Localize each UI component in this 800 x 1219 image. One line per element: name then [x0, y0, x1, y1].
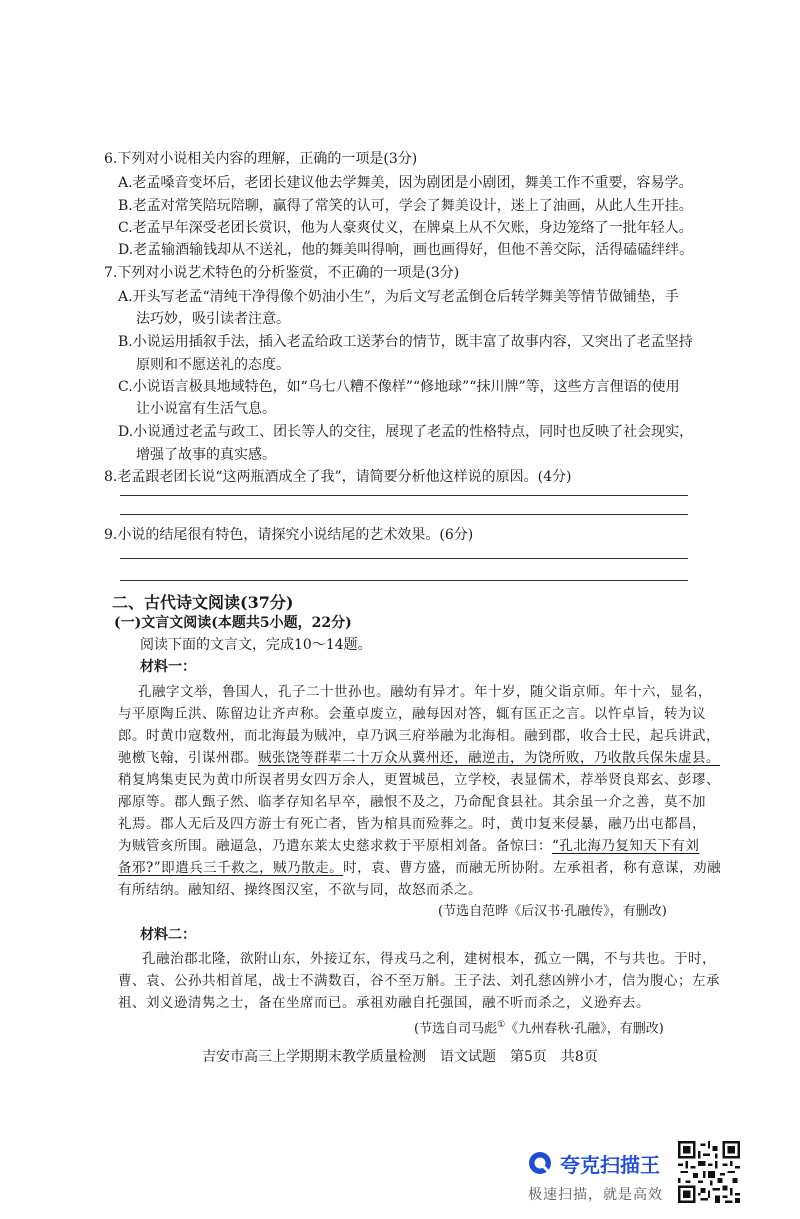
material-1-line: 稍复鸠集吏民为黄巾所误者男女四万余人，更置城邑，立学校，表显儒术，荐举贤良郑玄、彭璆、 [118, 772, 720, 788]
section-title: 二、古代诗文阅读(37分) [112, 593, 294, 612]
question-6-stem: 6.下列对小说相关内容的理解，正确的一项是(3分) [104, 151, 418, 167]
material-2-label: 材料二： [140, 927, 196, 943]
question-7-option-a-cont: 法巧妙，吸引读者注意。 [136, 311, 290, 327]
scanner-slogan: 极速扫描，就是高效 [528, 1187, 663, 1203]
section-subtitle: (一)文言文阅读(本题共5小题，22分) [114, 615, 352, 631]
material-2-source: (节选自司马彪①《九州春秋·孔融》，有删改) [414, 1020, 664, 1037]
question-9: 9.小说的结尾很有特色，请探究小说结尾的艺术效果。(6分) [104, 527, 474, 543]
footnote-mark: ① [497, 1020, 506, 1030]
answer-line [120, 558, 688, 559]
question-6-option-c: C.老孟早年深受老团长赏识，他为人豪爽仗义，在牌桌上从不欠账，身边笼络了一批年轻人。 [118, 220, 693, 236]
page-footer: 吉安市高三上学期期末教学质量检测 语文试题 第5页 共8页 [202, 1049, 598, 1065]
question-7-option-d-cont: 增强了故事的真实感。 [136, 447, 276, 463]
answer-line [120, 580, 688, 581]
question-6-option-d: D.老孟输酒输钱却从不送礼，他的舞美叫得响，画也画得好，但他不善交际，活得磕磕绊绊。 [118, 242, 694, 258]
material-1-line: 郎。时黄巾寇数州，而北海最为贼冲，卓乃讽三府举融为北海相。融到郡，收合士民，起兵讲武， [118, 728, 720, 744]
question-7-option-d: D.小说通过老孟与政工、团长等人的交往，展现了老孟的性格特点，同时也反映了社会现实， [118, 424, 694, 440]
material-1-line: 礼焉。郡人无后及四方游士有死亡者，皆为棺具而殓葬之。时，黄巾复来侵暴，融乃出屯都昌， [118, 816, 706, 832]
question-7-option-c-cont: 让小说富有生活气息。 [136, 401, 276, 417]
question-7-option-c: C.小说语言极具地域特色，如“乌七八糟不像样”“修地球”“抹川牌”等，这些方言俚语的使用 [118, 379, 680, 395]
material-1-line: 有所结纳。融知绍、操终图汉室，不欲与同，故怒而杀之。 [118, 882, 482, 898]
answer-line [120, 514, 688, 515]
underlined-sentence: 备邪?”即遣兵三千救之，贼乃散走。 [118, 860, 344, 876]
question-7-option-b: B.小说运用插叙手法，插入老孟给政工送茅台的情节，既丰富了故事内容，又突出了老孟坚持 [118, 334, 693, 350]
scanner-brand-name: 夸克扫描王 [560, 1153, 660, 1177]
material-1-label: 材料一： [140, 659, 196, 675]
question-7-stem: 7.下列对小说艺术特色的分析鉴赏，不正确的一项是(3分) [104, 265, 460, 281]
material-1-line: 与平原陶丘洪、陈留边让齐声称。会董卓废立，融每因对答，辄有匡正之言。以忤卓旨，转为议 [118, 706, 706, 722]
material-1-line: 备邪?”即遣兵三千救之，贼乃散走。时，袁、曹方盛，而融无所协附。左承祖者，称有意谋，劝融 [118, 860, 722, 876]
material-1-line: 驰檄飞翰，引谋州郡。贼张饶等群辈二十万众从冀州还，融逆击，为饶所败，乃收散兵保朱虚县。 [118, 750, 720, 766]
question-6-option-a: A.老孟嗓音变坏后，老团长建议他去学舞美，因为剧团是小剧团，舞美工作不重要，容易学。 [118, 175, 693, 191]
quark-scanner-logo-icon [527, 1150, 553, 1176]
underlined-sentence: “孔北海乃复知天下有刘 [552, 838, 700, 854]
material-2-line: 祖、刘义逊清隽之士，备在坐席而已。承祖劝融自托强国，融不听而杀之，义逊弃去。 [118, 995, 650, 1011]
material-1-source: (节选自范晔《后汉书·孔融传》，有删改) [438, 904, 667, 919]
material-2-line: 曹、袁、公孙共相首尾，战士不满数百，谷不至万斛。王子法、刘孔慈凶辨小才，信为腹心；左承 [118, 973, 720, 989]
material-1-line: 为贼管亥所围。融逼急，乃遣东莱太史慈求救于平原相刘备。备惊曰：“孔北海乃复知天下有刘 [118, 838, 700, 854]
section-instruction: 阅读下面的文言文，完成10～14题。 [140, 637, 372, 653]
qr-code-icon [678, 1141, 740, 1203]
question-7-option-a: A.开头写老孟“清纯干净得像个奶油小生”，为后文写老孟倒仓后转学舞美等情节做铺垫，手 [118, 289, 679, 305]
question-8: 8.老孟跟老团长说“这两瓶酒成全了我”，请简要分析他这样说的原因。(4分) [104, 469, 572, 485]
underlined-sentence: 贼张饶等群辈二十万众从冀州还，融逆击，为饶所败，乃收散兵保朱虚县。 [258, 750, 720, 766]
material-1-line: 孔融字文举，鲁国人，孔子二十世孙也。融幼有异才。年十岁，随父诣京师。年十六，显名， [138, 684, 712, 700]
material-1-line: 邴原等。郡人甄子然、临孝存知名早卒，融恨不及之，乃命配食县社。其余虽一介之善，莫不加 [118, 794, 706, 810]
question-6-option-b: B.老孟对常笑陪玩陪聊，赢得了常笑的认可，学会了舞美设计，迷上了油画，从此人生开挂。 [118, 198, 693, 214]
question-7-option-b-cont: 原则和不愿送礼的态度。 [136, 357, 290, 373]
answer-line [120, 495, 688, 496]
material-2-line: 孔融治郡北隆，欲附山东，外接辽东，得戎马之利，建树根本，孤立一隅，不与共也。于时， [142, 951, 716, 967]
